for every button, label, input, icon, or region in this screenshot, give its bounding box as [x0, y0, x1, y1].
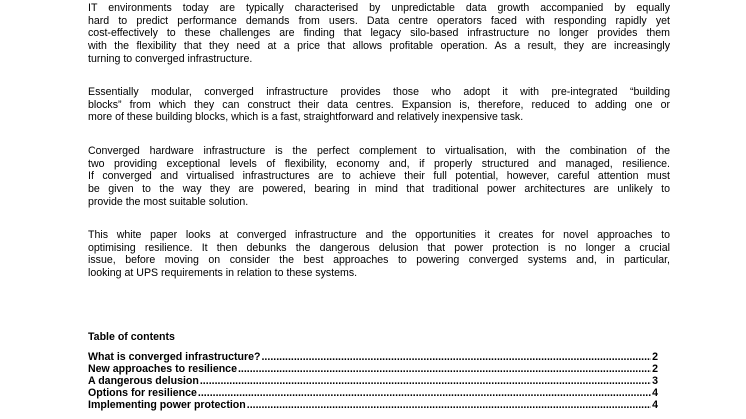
intro-paragraph	[88, 2, 670, 66]
toc-entry-label: Options for resilience	[88, 387, 197, 400]
toc-entry-dangerous-delusion[interactable]	[88, 375, 658, 387]
toc-entry-new-approaches[interactable]	[88, 363, 658, 375]
text-line: If converged and virtualised infrastructures are to achieve their full potential, however, careful attention must	[88, 170, 670, 183]
toc-entry-options-for-resilience[interactable]	[88, 387, 658, 399]
text-line: optimising resilience. It then debunks the dangerous delusion that power protection is no longer a crucial	[88, 241, 670, 254]
toc-entry-page: 4	[652, 387, 658, 400]
toc-leader-dots	[198, 387, 651, 399]
text-line: provide the most suitable solution.	[88, 195, 249, 208]
text-line: Converged hardware infrastructure is the perfect complement to virtualisation, with the combination of the	[88, 145, 670, 157]
toc-entry-label: New approaches to resilience	[88, 363, 237, 376]
text-line: with the flexibility that they need at a price that allows profitable operation. As a result, they are increasingly	[88, 40, 670, 53]
text-line: issue, before moving on consider the best approaches to powering converged systems and, in particular,	[88, 254, 670, 267]
text-line: more of these building blocks, which is a fast, straightforward and relatively inexpensive task.	[88, 111, 524, 124]
text-line: Essentially modular, converged infrastructure provides those who adopt it with pre-integrated “building	[88, 86, 670, 98]
toc-leader-dots	[200, 375, 651, 387]
toc-heading: Table of contents	[88, 331, 175, 343]
toc-entry-page: 2	[652, 363, 658, 376]
toc-entry-page: 3	[652, 375, 658, 388]
text-line: be given to the way they are powered, bearing in mind that traditional power architectures are unlikely to	[88, 183, 670, 196]
text-line: cost-effectively to these challenges are finding that legacy silo-based infrastructure no longer provides them	[88, 27, 670, 40]
text-line: two providing exceptional levels of flexibility, economy and, if properly structured and managed, resilience.	[88, 157, 670, 170]
toc-entry-what-is-converged[interactable]	[88, 351, 658, 363]
toc-entry-label: A dangerous delusion	[88, 375, 199, 388]
text-line: looking at UPS requirements in relation to these systems.	[88, 267, 358, 280]
text-line: hard to predict performance demands from users. Data centre operators faced with responding rapidly yet	[88, 14, 670, 27]
toc-leader-dots	[238, 363, 651, 375]
text-line: blocks” from which they can construct their data centres. Expansion is, therefore, reduced to adding one or	[88, 98, 670, 111]
toc-leader-dots	[247, 399, 651, 411]
toc-entry-label: Implementing power protection	[88, 399, 246, 412]
toc-entry-implementing-power-protection[interactable]	[88, 399, 658, 411]
modular-paragraph	[88, 86, 670, 124]
toc-entry-page: 2	[652, 351, 658, 363]
text-line: turning to converged infrastructure.	[88, 52, 253, 65]
toc-entry-label: What is converged infrastructure?	[88, 351, 261, 363]
text-line: IT environments today are typically characterised by unpredictable data growth accompanied by equally	[88, 2, 670, 14]
text-line: This white paper looks at converged infrastructure and the opportunities it creates for novel approaches to	[88, 229, 670, 241]
toc-entry-page: 4	[652, 399, 658, 412]
white-paper-summary-paragraph	[88, 229, 670, 280]
virtualisation-paragraph	[88, 145, 670, 209]
table-of-contents	[88, 351, 658, 411]
toc-leader-dots	[261, 351, 651, 363]
